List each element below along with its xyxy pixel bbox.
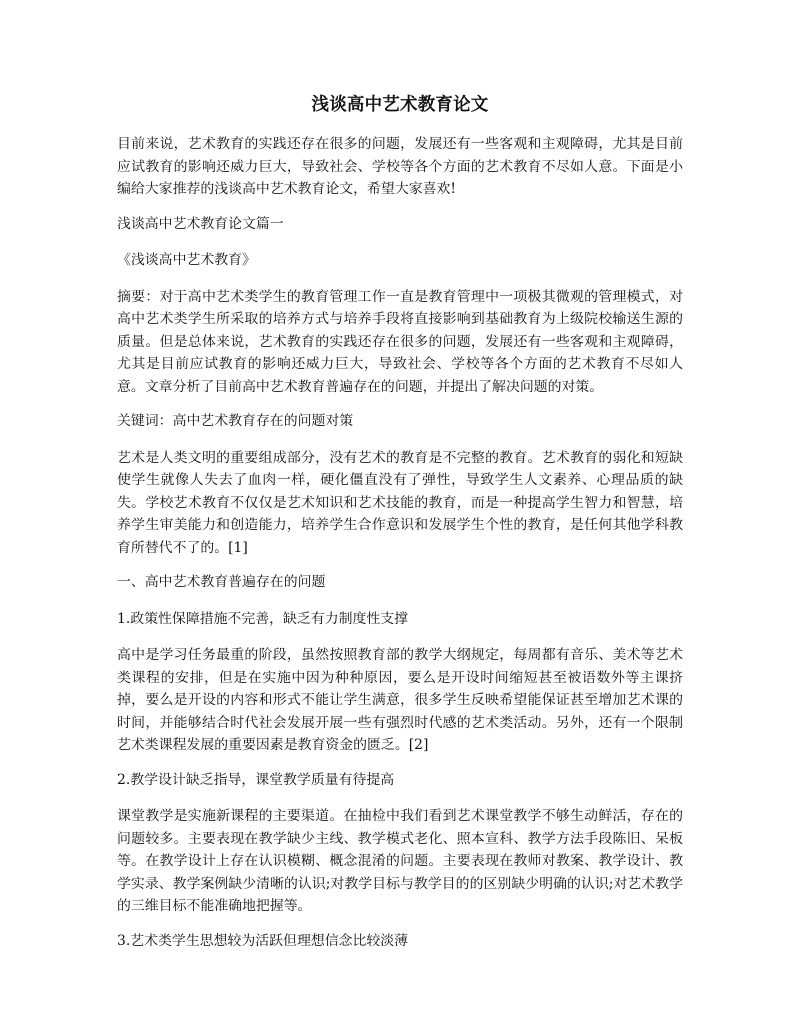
abstract-paragraph: 摘要：对于高中艺术类学生的教育管理工作一直是教育管理中一项极其微观的管理模式，对高中艺术类学生所采取的培养方式与培养手段将直接影响到基础教育为上级院校输送生源的质量。但是总体来说，艺术教育的实践还存在很多的问题，发展还有一些客观和主观障碍，尤其是目前应试教育的影响还威力巨大，导致社会、学校等各个方面的艺术教育不尽如人意。文章分析了目前高中艺术教育普遍存在的问题，并提出了解决问题的对策。 bbox=[117, 288, 683, 395]
intro-paragraph: 目前来说，艺术教育的实践还存在很多的问题，发展还有一些客观和主观障碍，尤其是目前应试教育的影响还威力巨大，导致社会、学校等各个方面的艺术教育不尽如人意。下面是小编给大家推荐的浅谈高中艺术教育论文，希望大家喜欢! bbox=[117, 136, 683, 197]
subsection-heading: 2.教学设计缺乏指导，课堂教学质量有待提高 bbox=[117, 771, 395, 788]
subsection-heading: 1.政策性保障措施不完善，缺乏有力制度性支撑 bbox=[117, 610, 409, 627]
body-paragraph: 高中是学习任务最重的阶段，虽然按照教育部的教学大纲规定，每周都有音乐、美术等艺术类课程的安排，但是在实施中因为种种原因，要么是开设时间缩短甚至被语数外等主课挤掉，要么是开设的内容和形式不能让学生满意，很多学生反映希望能保证甚至增加艺术课的时间，并能够结合时代社会发展开展一些有强烈时代感的艺术类活动。另外，还有一个限制艺术类课程发展的重要因素是教育资金的匮乏。[2] bbox=[117, 647, 683, 753]
document-page bbox=[117, 93, 683, 966]
article-title: 《浅谈高中艺术教育》 bbox=[117, 252, 256, 268]
subsection-heading: 3.艺术类学生思想较为活跃但理想信念比较淡薄 bbox=[117, 932, 409, 949]
keywords-line: 关键词：高中艺术教育存在的问题对策 bbox=[117, 413, 354, 429]
section-heading: 一、高中艺术教育普遍存在的问题 bbox=[117, 574, 326, 590]
document-title: 浅谈高中艺术教育论文 bbox=[311, 95, 489, 115]
body-paragraph: 艺术是人类文明的重要组成部分，没有艺术的教育是不完整的教育。艺术教育的弱化和短缺使学生就像人失去了血肉一样，硬化僵直没有了弹性，导致学生人文素养、心理品质的缺失。学校艺术教育不仅仅是艺术知识和艺术技能的教育，而是一种提高学生智力和智慧，培养学生审美能力和创造能力，培养学生合作意识和发展学生个性的教育，是任何其他学科教育所替代不了的。[1] bbox=[117, 449, 683, 556]
section-heading: 浅谈高中艺术教育论文篇一 bbox=[117, 215, 284, 232]
body-paragraph: 课堂教学是实施新课程的主要渠道。在抽检中我们看到艺术课堂教学不够生动鲜活，存在的问题较多。主要表现在教学缺少主线、教学模式老化、照本宣科、教学方法手段陈旧、呆板等。在教学设计上存在认识模糊、概念混淆的问题。主要表现在教师对教案、教学设计、教学实录、教学案例缺少清晰的认识;对教学目标与教学目的的区别缺少明确的认识;对艺术教学的三维目标不能准确地把握等。 bbox=[117, 808, 683, 914]
